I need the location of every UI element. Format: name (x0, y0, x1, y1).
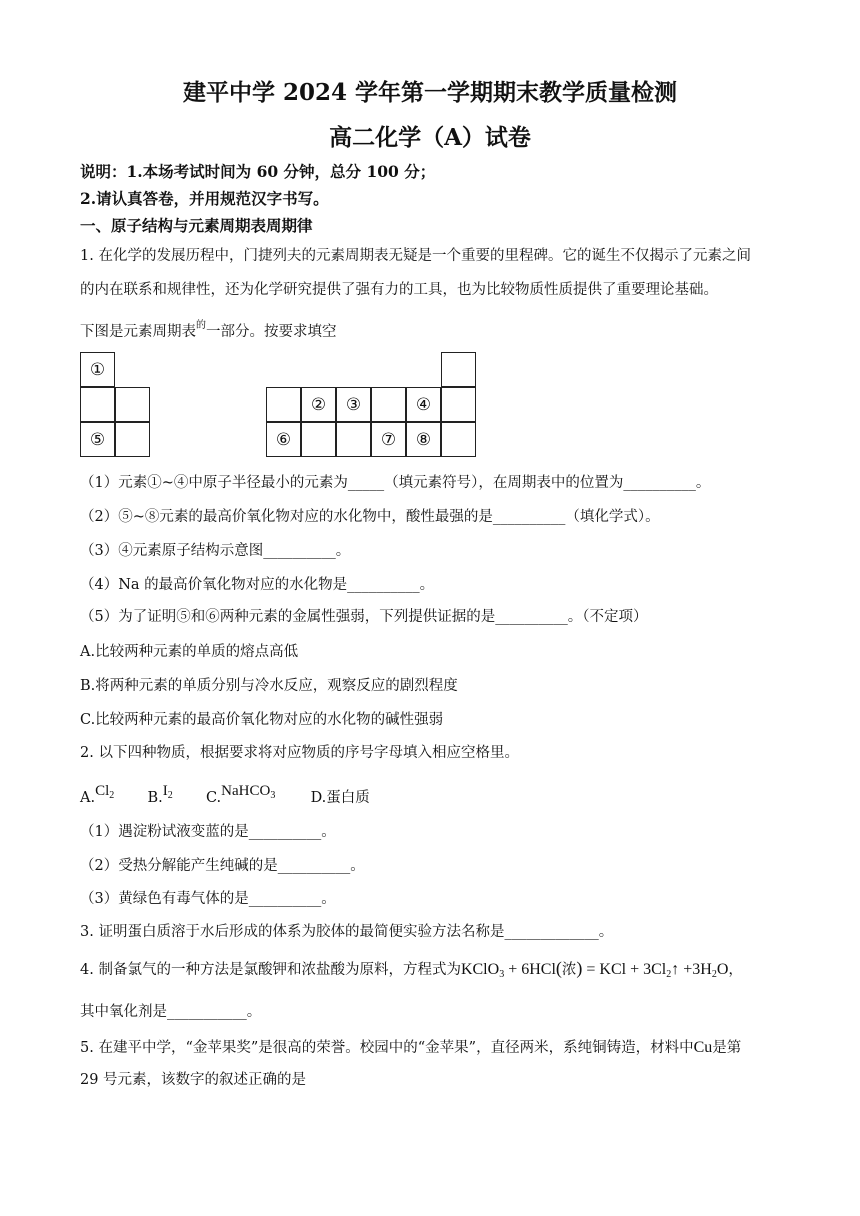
cell-element-7: ⑦ (371, 422, 406, 457)
q1-option-a: A.比较两种元素的单质的熔点高低 (80, 644, 299, 660)
q2-opt-a: $A.Cl_2$ (80, 783, 115, 806)
q5-line-2: 29 号元素，该数字的叙述正确的是 (80, 1072, 307, 1088)
q1-intro-line-1: 1. 在化学的发展历程中，门捷列夫的元素周期表无疑是一个重要的里程碑。它的诞生不仅揭示了元素之间 (80, 248, 751, 264)
cell-empty (266, 387, 301, 422)
cell-empty (301, 422, 336, 457)
q1-prompt (80, 320, 337, 341)
q1-option-c: C.比较两种元素的最高价氧化物对应的水化物的碱性强弱 (80, 712, 444, 728)
q4-equation: KClO$_3$ + 6HCl(浓) = KCl + $3Cl_2↑ +3H_2O$ (460, 958, 729, 980)
q1-prompt-part-a: 下图是元素周期表 (80, 324, 196, 340)
cell-element-8: ⑧ (406, 422, 441, 457)
q1-prompt-part-b: 一部分。按要求填空 (206, 324, 337, 340)
cell-empty (115, 387, 150, 422)
exam-title: 建平中学 2024 学年第一学期期末教学质量检测 (182, 79, 678, 106)
q1-item-3: （3）④元素原子结构示意图__________。 (80, 543, 351, 559)
cell-element-4: ④ (406, 387, 441, 422)
q4-text: 4. 制备氯气的一种方法是氯酸钾和浓盐酸为原料，方程式为 (80, 962, 461, 978)
cell-element-3: ③ (336, 387, 371, 422)
q2-opt-d: D.蛋白质 (310, 790, 370, 806)
exam-subtitle: 高二化学（A）试卷 (329, 124, 531, 151)
q2-opt-b: $B.I_2$ (147, 783, 173, 806)
q1-intro-line-2: 的内在联系和规律性，还为化学研究提供了强有力的工具，也为比较物质性质提供了重要理论基础。 (80, 282, 718, 298)
q1-prompt-raised-de: 的 (196, 320, 206, 331)
formula-i2: $I_2$ (162, 783, 173, 801)
q4-line-1: 4. 制备氯气的一种方法是氯酸钾和浓盐酸为原料，方程式为KClO$_3$ + 6HCl(浓) = KCl + $3Cl_2↑ +3H_2O$， (80, 958, 743, 980)
q2-item-1: （1）遇淀粉试液变蓝的是__________。 (80, 824, 336, 840)
q2-options (80, 783, 370, 807)
cell-empty (371, 387, 406, 422)
q4-line-2: 其中氧化剂是___________。 (80, 1004, 262, 1020)
q1-item-1: （1）元素①~④中原子半径最小的元素为_____（填元素符号），在周期表中的位置为__________。 (80, 475, 711, 491)
cell-element-5: ⑤ (80, 422, 115, 457)
cell-element-2: ② (301, 387, 336, 422)
cell-empty (441, 387, 476, 422)
q1-item-2: （2）⑤~⑧元素的最高价氧化物对应的水化物中，酸性最强的是__________（填化学式）。 (80, 509, 660, 525)
cell-empty (441, 422, 476, 457)
q2-item-2: （2）受热分解能产生纯碱的是__________。 (80, 858, 365, 874)
q1-item-5: （5）为了证明⑤和⑥两种元素的金属性强弱，下列提供证据的是__________。（不定项） (80, 609, 648, 625)
note-line-1: 说明：1.本场考试时间为 60 分钟，总分 100 分； (80, 162, 436, 181)
cell-element-1: ① (80, 352, 115, 387)
q1-option-b: B.将两种元素的单质分别与冷水反应，观察反应的剧烈程度 (80, 678, 458, 694)
section-heading: 一、原子结构与元素周期表周期律 (80, 216, 313, 235)
formula-nahco3: NaHCO$_3$ (221, 783, 276, 801)
cell-empty (336, 422, 371, 457)
q5-line-1: 5. 在建平中学，“金苹果奖”是很高的荣誉。校园中的“金苹果”，直径两米，系纯铜铸造，材料中Cu是第 (80, 1039, 742, 1056)
q3-text: 3. 证明蛋白质溶于水后形成的体系为胶体的最简便实验方法名称是_____________。 (80, 924, 614, 940)
cell-element-6: ⑥ (266, 422, 301, 457)
q2-opt-c: C.NaHCO$_3$ (205, 783, 276, 806)
q1-item-4: （4）Na 的最高价氧化物对应的水化物是__________。 (80, 577, 435, 593)
q2-item-3: （3）黄绿色有毒气体的是__________。 (80, 891, 336, 907)
formula-cl2: $Cl_2$ (95, 783, 115, 801)
cell-empty (115, 422, 150, 457)
q2-intro: 2. 以下四种物质，根据要求将对应物质的序号字母填入相应空格里。 (80, 745, 519, 761)
cell-empty (80, 387, 115, 422)
cell-empty (441, 352, 476, 387)
note-line-2: 2.请认真答卷，并用规范汉字书写。 (80, 189, 329, 208)
